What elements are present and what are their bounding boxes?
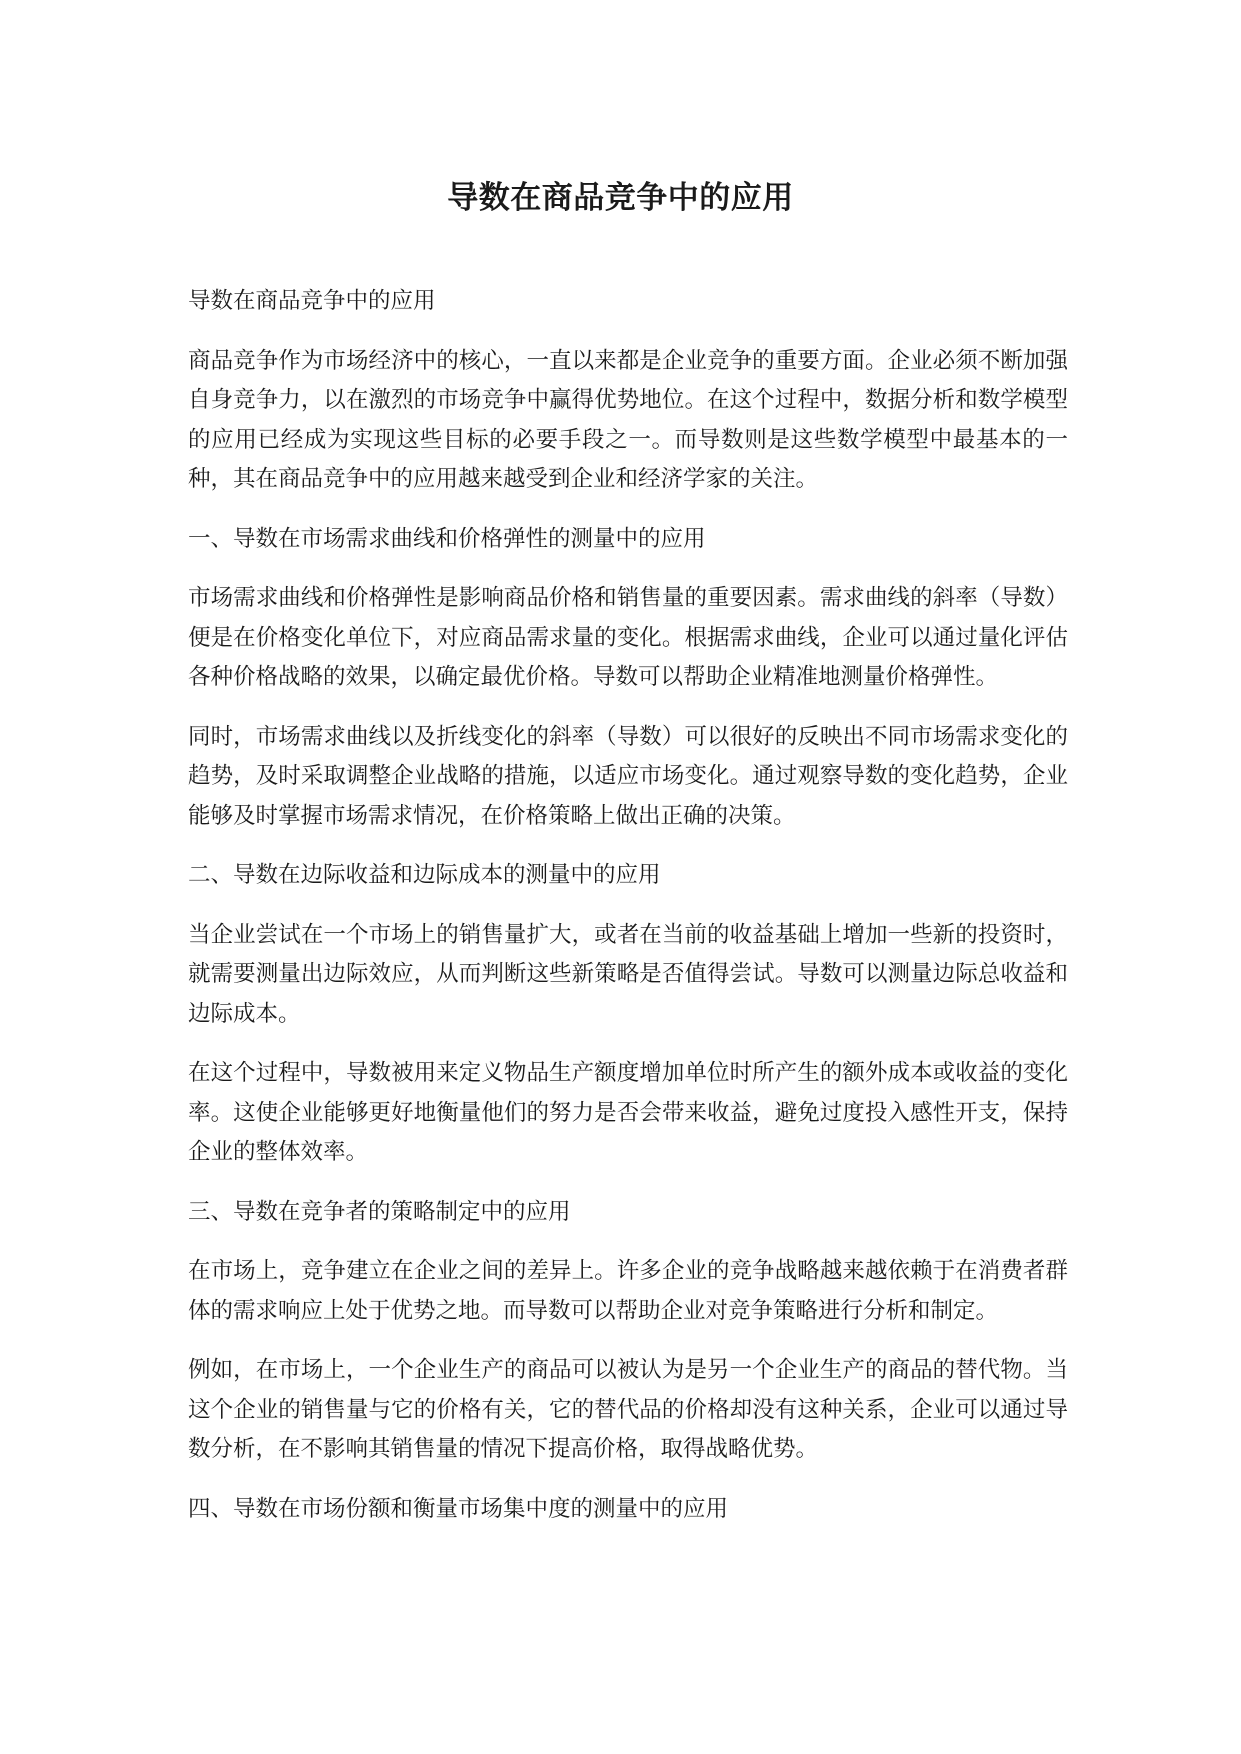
- document-title: 导数在商品竞争中的应用: [447, 180, 794, 216]
- section-heading-2: 二、导数在边际收益和边际成本的测量中的应用: [188, 862, 661, 888]
- section-heading-3: 三、导数在竞争者的策略制定中的应用: [188, 1198, 571, 1225]
- section-3-paragraph-2: 例如，在市场上，一个企业生产的商品可以被认为是另一个企业生产的商品的替代物。当这个企业的销售量与它的价格有关，它的替代品的价格却没有这种关系，企业可以通过导数分析，在不影响其销售量的情况下提高价格，取得战略优势。: [188, 1357, 1068, 1462]
- subtitle-paragraph: 导数在商品竞争中的应用: [188, 288, 436, 314]
- section-1-paragraph-2: 同时，市场需求曲线以及折线变化的斜率（导数）可以很好的反映出不同市场需求变化的趋势，及时采取调整企业战略的措施，以适应市场变化。通过观察导数的变化趋势，企业能够及时掌握市场需求情况，在价格策略上做出正确的决策。: [188, 723, 1068, 829]
- document-body: [188, 282, 1068, 1549]
- section-1-paragraph-1: 市场需求曲线和价格弹性是影响商品价格和销售量的重要因素。需求曲线的斜率（导数）便是在价格变化单位下，对应商品需求量的变化。根据需求曲线，企业可以通过量化评估各种价格战略的效果，以确定最优价格。导数可以帮助企业精准地测量价格弹性。: [188, 585, 1068, 690]
- intro-paragraph: 商品竞争作为市场经济中的核心，一直以来都是企业竞争的重要方面。企业必须不断加强自身竞争力，以在激烈的市场竞争中赢得优势地位。在这个过程中，数据分析和数学模型的应用已经成为实现这些目标的必要手段之一。而导数则是这些数学模型中最基本的一种，其在商品竞争中的应用越来越受到企业和经济学家的关注。: [188, 347, 1068, 492]
- section-3-paragraph-1: 在市场上，竞争建立在企业之间的差异上。许多企业的竞争战略越来越依赖于在消费者群体的需求响应上处于优势之地。而导数可以帮助企业对竞争策略进行分析和制定。: [188, 1258, 1068, 1324]
- section-heading-4: 四、导数在市场份额和衡量市场集中度的测量中的应用: [188, 1495, 729, 1522]
- section-heading-1: 一、导数在市场需求曲线和价格弹性的测量中的应用: [188, 525, 706, 552]
- section-2-paragraph-2: 在这个过程中，导数被用来定义物品生产额度增加单位时所产生的额外成本或收益的变化率。这使企业能够更好地衡量他们的努力是否会带来收益，避免过度投入感性开支，保持企业的整体效率。: [188, 1060, 1068, 1165]
- section-2-paragraph-1: 当企业尝试在一个市场上的销售量扩大，或者在当前的收益基础上增加一些新的投资时，就需要测量出边际效应，从而判断这些新策略是否值得尝试。导数可以测量边际总收益和边际成本。: [188, 921, 1068, 1027]
